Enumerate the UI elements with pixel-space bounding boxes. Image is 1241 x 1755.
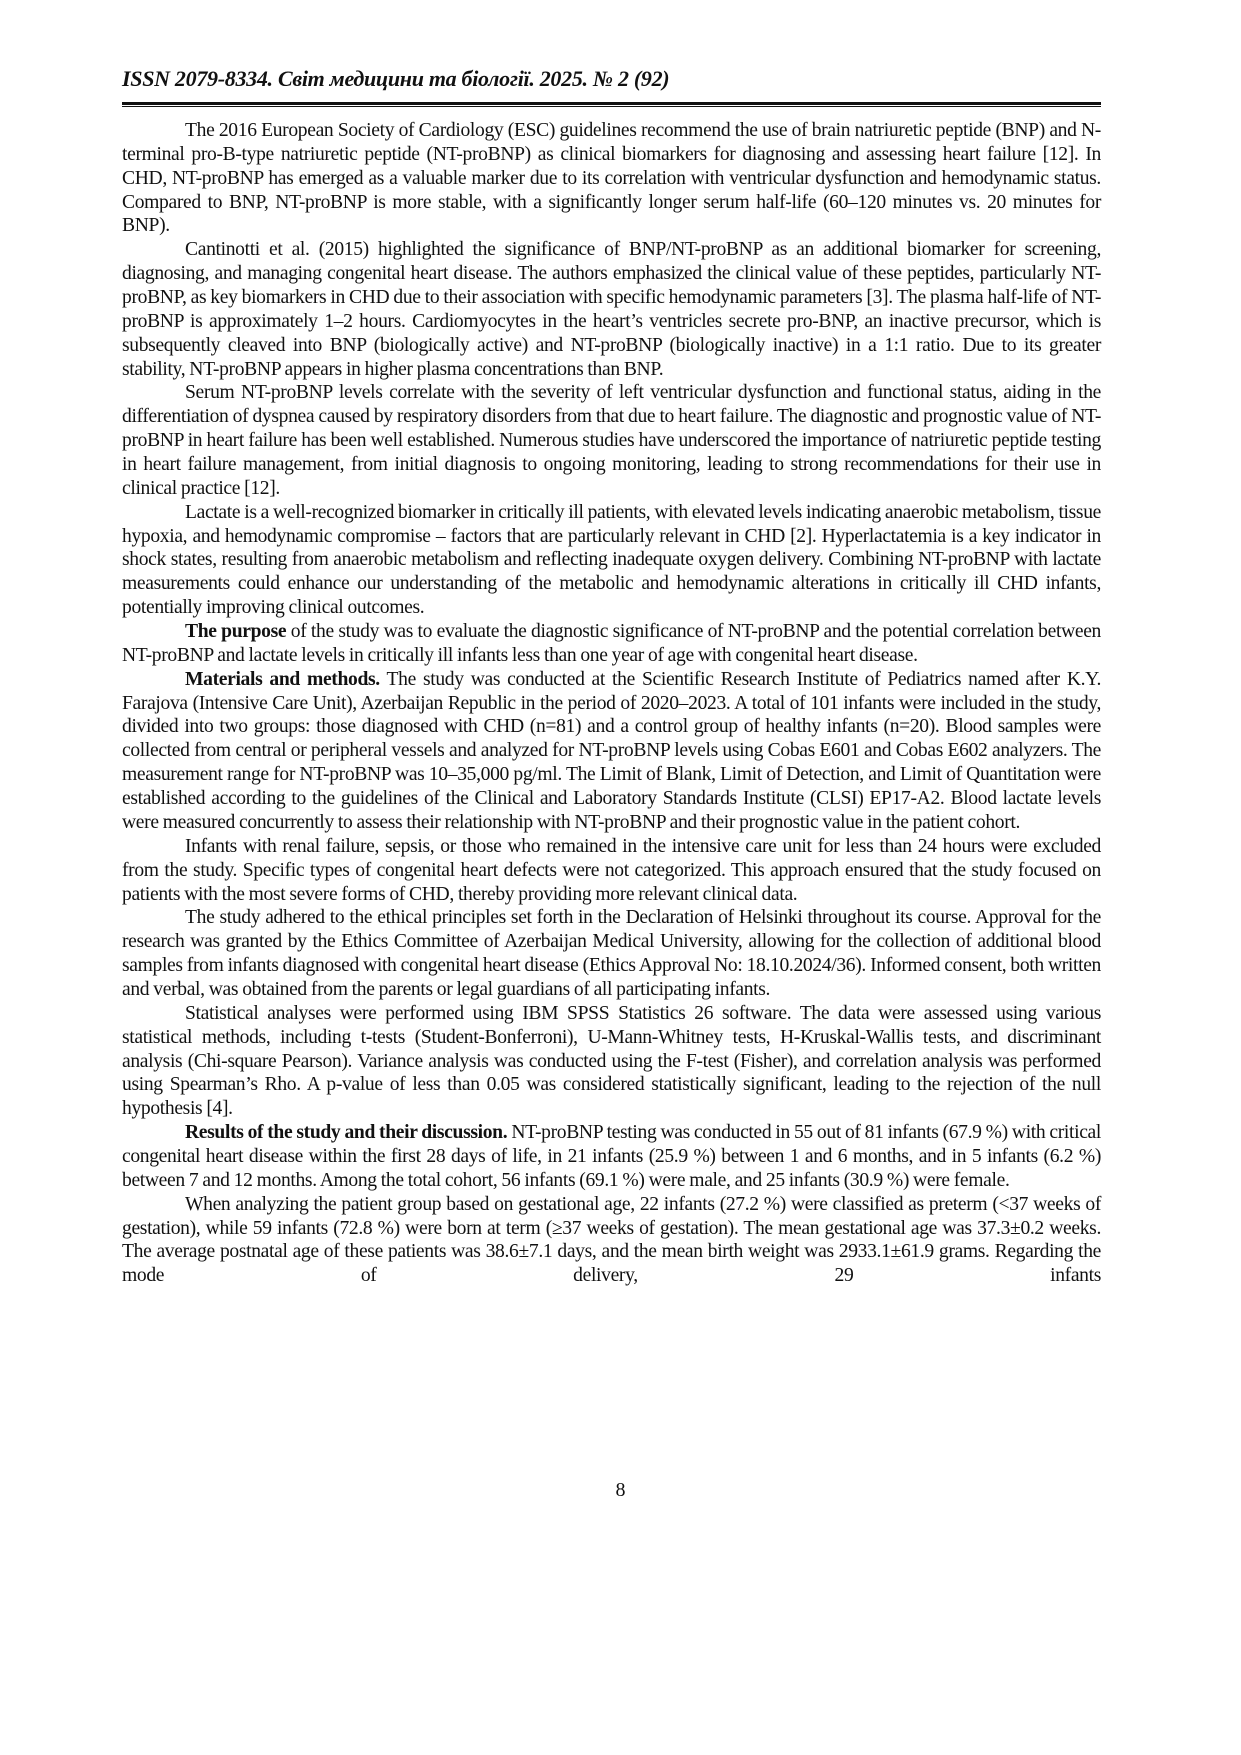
- paragraph-serum-ntprobnp: [122, 381, 1101, 500]
- paragraph-lactate: [122, 501, 1101, 620]
- paragraph-ethics: [122, 906, 1101, 1001]
- paragraph-text: The 2016 European Society of Cardiology (ESC) guidelines recommend the use of brain natriuretic peptide (BNP) and N-terminal pro-B-type natriuretic peptide (NT-proBNP) as clinical biomarkers for diagnosing and assessing heart failure [12]. In CHD, NT-proBNP has emerged as a valuable marker due to its correlation with ventricular dysfunction and hemodynamic status. Compared to BNP, NT-proBNP is more stable, with a significantly longer serum half-life (60–120 minutes vs. 20 minutes for BNP).: [122, 120, 1101, 237]
- paragraph-text: NT-proBNP testing was conducted in 55 out of 81 infants (67.9 %) with critical congenital heart disease within the first 28 days of life, in 21 infants (25.9 %) between 1 and 6 months, and in 5 infants (6.2 %) between 7 and 12 months. Among the total cohort, 56 infants (69.1 %) were male, and 25 infants (30.9 %) were female.: [122, 1122, 1101, 1191]
- article-body: [122, 119, 1101, 1288]
- section-lead-results: Results of the study and their discussion.: [185, 1122, 508, 1144]
- paragraph-purpose: [122, 620, 1101, 668]
- paragraph-materials-methods: [122, 668, 1101, 835]
- paragraph-text: Cantinotti et al. (2015) highlighted the significance of BNP/NT-proBNP as an additional biomarker for screening, diagnosing, and managing congenital heart disease. The authors emphasized the clinical value of these peptides, particularly NT-proBNP, as key biomarkers in CHD due to their association with specific hemodynamic parameters [3]. The plasma half-life of NT-proBNP is approximately 1–2 hours. Cardiomyocytes in the heart’s ventricles secrete pro-BNP, an inactive precursor, which is subsequently cleaved into BNP (biologically active) and NT-proBNP (biologically inactive) in a 1:1 ratio. Due to its greater stability, NT-proBNP appears in higher plasma concentrations than BNP.: [122, 239, 1101, 380]
- header-rule-thin: [122, 106, 1101, 107]
- paragraph-text: The study was conducted at the Scientific Research Institute of Pediatrics named after K.Y. Farajova (Intensive Care Unit), Azerbaijan Republic in the period of 2020–2023. A total of 101 infants were included in the study, divided into two groups: those diagnosed with CHD (n=81) and a control group of healthy infants (n=20). Blood samples were collected from central or peripheral vessels and analyzed for NT-proBNP levels using Cobas E601 and Cobas E602 analyzers. The measurement range for NT-proBNP was 10–35,000 pg/ml. The Limit of Blank, Limit of Detection, and Limit of Quantitation were established according to the guidelines of the Clinical and Laboratory Standards Institute (CLSI) EP17-A2. Blood lactate levels were measured concurrently to assess their relationship with NT-proBNP and their prognostic value in the patient cohort.: [122, 668, 1101, 833]
- section-lead-materials-methods: Materials and methods.: [185, 668, 380, 690]
- paragraph-exclusion-criteria: [122, 835, 1101, 907]
- paragraph-text: of the study was to evaluate the diagnostic significance of NT-proBNP and the potential correlation between NT-proBNP and lactate levels in critically ill infants less than one year of age with congenital heart disease.: [122, 621, 1102, 666]
- page-number: 8: [615, 1479, 626, 1501]
- paragraph-text: The study adhered to the ethical principles set forth in the Declaration of Helsinki throughout its course. Approval for the research was granted by the Ethics Committee of Azerbaijan Medical University, allowing for the collection of additional blood samples from infants diagnosed with congenital heart disease (Ethics Approval No: 18.10.2024/36). Informed consent, both written and verbal, was obtained from the parents or legal guardians of all participating infants.: [122, 907, 1101, 1000]
- paragraph-text: Infants with renal failure, sepsis, or those who remained in the intensive care unit for less than 24 hours were excluded from the study. Specific types of congenital heart defects were not categorized. This approach ensured that the study focused on patients with the most severe forms of CHD, thereby providing more relevant clinical data.: [122, 835, 1101, 905]
- header-rule-thick: [122, 102, 1101, 105]
- paragraph-natriuretic-guidelines: [122, 119, 1101, 238]
- paragraph-statistics: [122, 1002, 1101, 1121]
- section-lead-purpose: The purpose: [185, 621, 287, 643]
- paragraph-results: [122, 1121, 1101, 1193]
- paragraph-text: Lactate is a well-recognized biomarker in critically ill patients, with elevated levels indicating anaerobic metabolism, tissue hypoxia, and hemodynamic compromise – factors that are particularly relevant in CHD [2]. Hyperlactatemia is a key indicator in shock states, resulting from anaerobic metabolism and reflecting inadequate oxygen delivery. Combining NT-proBNP with lactate measurements could enhance our understanding of the metabolic and hemodynamic alterations in critically ill CHD infants, potentially improving clinical outcomes.: [122, 501, 1101, 619]
- paragraph-text: When analyzing the patient group based on gestational age, 22 infants (27.2 %) were classified as preterm (<37 weeks of gestation), while 59 infants (72.8 %) were born at term (≥37 weeks of gestation). The mean gestational age was 37.3±0.2 weeks. The average postnatal age of these patients was 38.6±7.1 days, and the mean birth weight was 2933.1±61.9 grams. Regarding the mode of delivery, 29 infants: [122, 1193, 1101, 1287]
- paragraph-cantinotti: [122, 238, 1101, 381]
- paragraph-gestational-age: [122, 1193, 1101, 1288]
- paragraph-text: Serum NT-proBNP levels correlate with the severity of left ventricular dysfunction and functional status, aiding in the differentiation of dyspnea caused by respiratory disorders from that due to heart failure. The diagnostic and prognostic value of NT-proBNP in heart failure has been well established. Numerous studies have underscored the importance of natriuretic peptide testing in heart failure management, from initial diagnosis to ongoing monitoring, leading to strong recommendations for their use in clinical practice [12].: [122, 382, 1101, 499]
- paragraph-text: Statistical analyses were performed using IBM SPSS Statistics 26 software. The data were assessed using various statistical methods, including t-tests (Student-Bonferroni), U-Mann-Whitney tests, H-Kruskal-Wallis tests, and discriminant analysis (Chi-square Pearson). Variance analysis was conducted using the F-test (Fisher), and correlation analysis was performed using Spearman’s Rho. A p-value of less than 0.05 was considered statistically significant, leading to the rejection of the null hypothesis [4].: [122, 1002, 1101, 1120]
- running-head: ISSN 2079-8334. Світ медицини та біології. 2025. № 2 (92): [122, 66, 670, 91]
